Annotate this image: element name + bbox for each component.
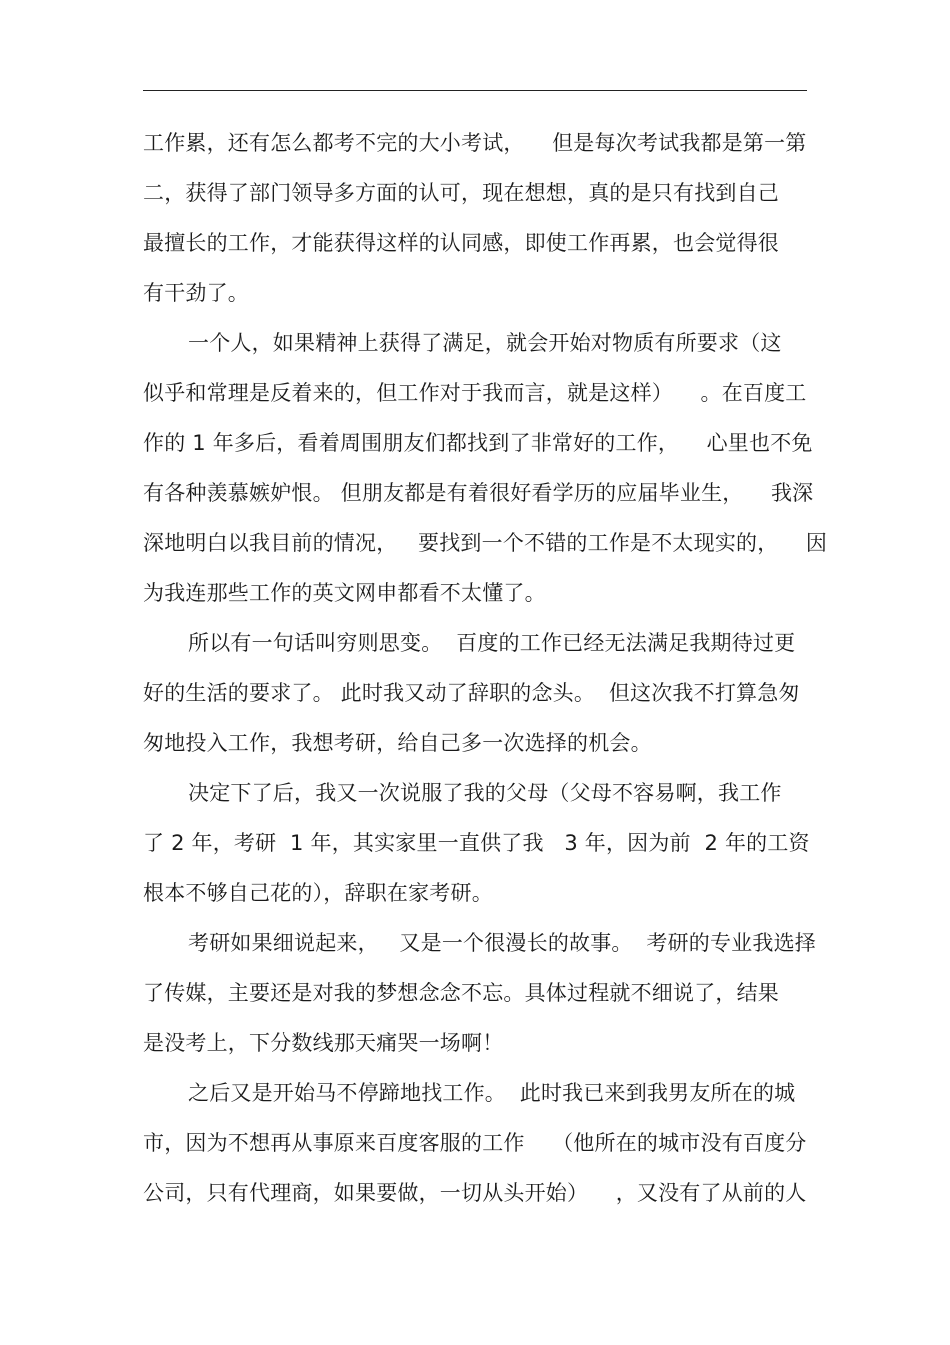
text-line: 根本不够自己花的），辞职在家考研。 [143,881,493,905]
text-line: 考研如果细说起来， 又是一个很漫长的故事。 考研的专业我选择 [188,931,816,955]
text-line: 公司，只有代理商，如果要做，一切从头开始） ，又没有了从前的人 [143,1181,807,1205]
text-line: 似乎和常理是反着来的，但工作对于我而言，就是这样） 。在百度工 [143,381,807,405]
text-line: 二，获得了部门领导多方面的认可，现在想想，真的是只有找到自己 [143,181,779,205]
text-line: 决定下了后，我又一次说服了我的父母（父母不容易啊，我工作 [188,781,782,805]
text-line: 之后又是开始马不停蹄地找工作。 此时我已来到我男友所在的城 [188,1081,796,1105]
text-line: 深地明白以我目前的情况， 要找到一个不错的工作是不太现实的， 因 [143,531,828,555]
text-line: 为我连那些工作的英文网申都看不太懂了。 [143,581,546,605]
text-line: 作的 1 年多后，看着周围朋友们都找到了非常好的工作， 心里也不免 [143,431,813,455]
text-line: 了 2 年，考研 1 年，其实家里一直供了我 3 年，因为前 2 年的工资 [143,831,810,855]
text-line: 工作累，还有怎么都考不完的大小考试， 但是每次考试我都是第一第 [143,131,807,155]
text-line: 一个人，如果精神上获得了满足，就会开始对物质有所要求（这 [188,331,782,355]
text-line: 有各种羡慕嫉妒恨。 但朋友都是有着很好看学历的应届毕业生， 我深 [143,481,814,505]
text-line: 是没考上，下分数线那天痛哭一场啊！ [143,1031,504,1055]
text-line: 最擅长的工作，才能获得这样的认同感，即使工作再累，也会觉得很 [143,231,779,255]
text-line: 匆地投入工作，我想考研，给自己多一次选择的机会。 [143,731,652,755]
text-line: 市，因为不想再从事原来百度客服的工作 （他所在的城市没有百度分 [143,1131,807,1155]
text-line: 所以有一句话叫穷则思变。 百度的工作已经无法满足我期待过更 [188,631,796,655]
text-line: 了传媒，主要还是对我的梦想念念不忘。具体过程就不细说了，结果 [143,981,779,1005]
text-line: 有干劲了。 [143,281,249,305]
header-rule [143,90,807,91]
text-line: 好的生活的要求了。 此时我又动了辞职的念头。 但这次我不打算急匆 [143,681,800,705]
